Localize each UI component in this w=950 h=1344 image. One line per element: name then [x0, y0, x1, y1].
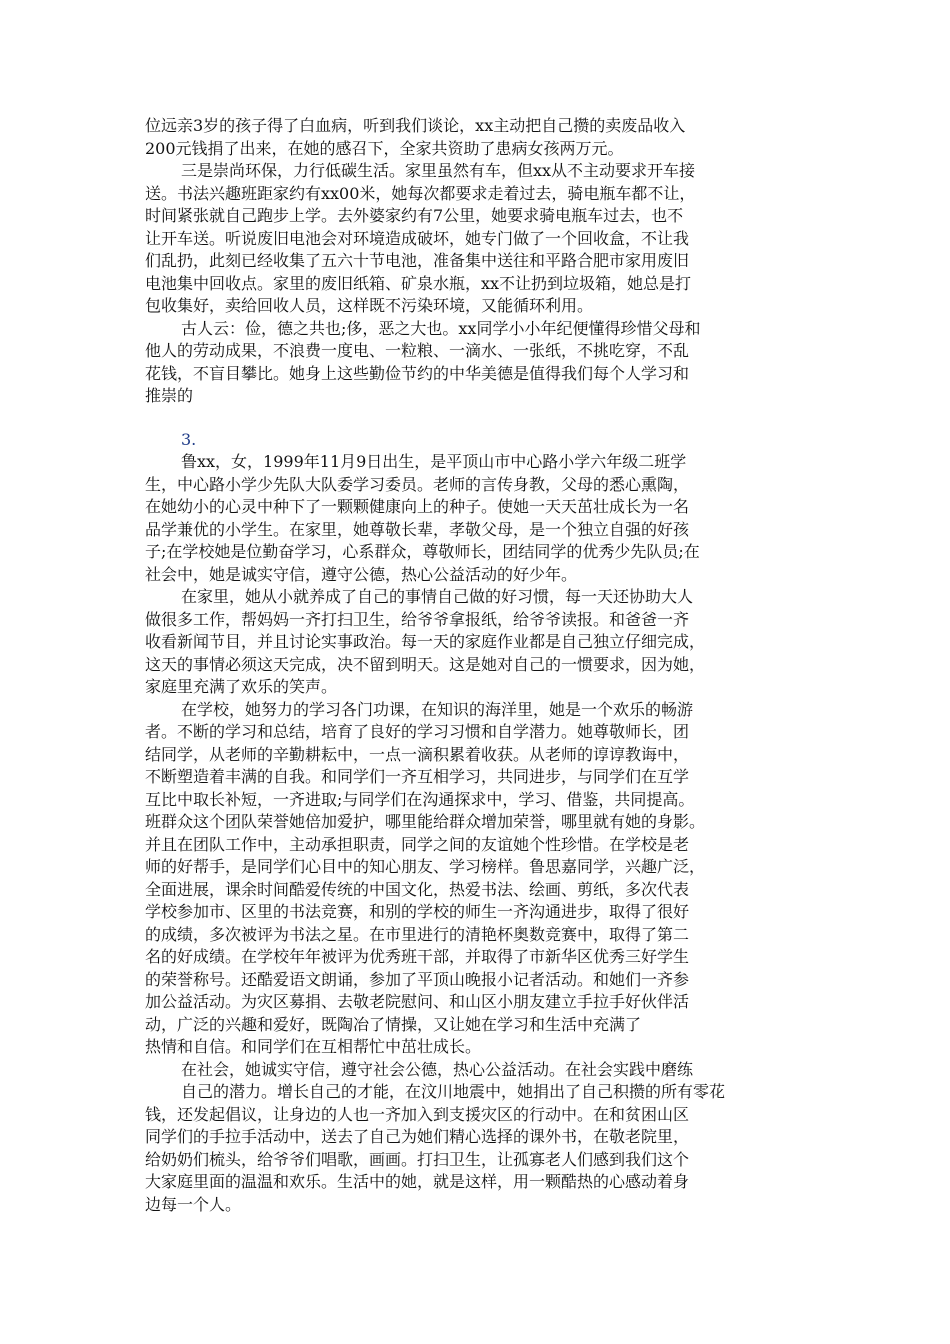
- text-line: 自己的潜力。增长自己的才能，在汶川地震中，她捐出了自己积攒的所有零花: [181, 1082, 726, 1101]
- text-line: 在家里，她从小就养成了自己的事情自己做的好习惯，每一天还协助大人: [181, 587, 694, 606]
- text-line: 钱，还发起倡议，让身边的人也一齐加入到支援灾区的行动中。在和贫困山区: [145, 1104, 690, 1124]
- text-line: 师的好帮手，是同学们心目中的知心朋友、学习榜样。鲁思嘉同学，兴趣广泛，: [145, 857, 706, 876]
- text-line: 的荣誉称号。还酷爱语文朗诵，参加了平顶山晚报小记者活动。和她们一齐参: [145, 969, 690, 989]
- text-line: 社会中，她是诚实守信，遵守公德，热心公益活动的好少年。: [145, 564, 578, 584]
- text-line: 做很多工作，帮妈妈一齐打扫卫生，给爷爷拿报纸，给爷爷读报。和爸爸一齐: [145, 609, 690, 629]
- text-line: 给奶奶们梳头，给爷爷们唱歌，画画。打扫卫生，让孤寡老人们感到我们这个: [145, 1149, 690, 1169]
- text-line: 大家庭里面的温温和欢乐。生活中的她，就是这样，用一颗酷热的心感动着身: [145, 1172, 690, 1191]
- text-line: 班群众这个团队荣誉她倍加爱护，哪里能给群众增加荣誉，哪里就有她的身影。: [145, 812, 706, 831]
- text-line: 包收集好，卖给回收人员，这样既不污染环境，又能循环利用。: [145, 296, 594, 315]
- text-line: 结同学，从老师的辛勤耕耘中，一点一滴积累着收获。从老师的谆谆教诲中，: [145, 744, 690, 764]
- text-line: 他人的劳动成果，不浪费一度电、一粒粮、一滴水、一张纸，不挑吃穿，不乱: [145, 341, 690, 360]
- text-line: 200元钱捐了出来，在她的感召下，全家共资助了患病女孩两万元。: [145, 138, 624, 158]
- text-line: 学校参加市、区里的书法竞赛，和别的学校的师生一齐沟通进步，取得了很好: [145, 902, 690, 921]
- text-line: 位远亲3岁的孩子得了白血病，听到我们谈论，xx主动把自己攒的卖废品收入: [145, 116, 686, 135]
- text-line: 三是崇尚环保，力行低碳生活。家里虽然有车，但xx从不主动要求开车接: [181, 161, 696, 180]
- text-line: 电池集中回收点。家里的废旧纸箱、矿泉水瓶，xx不让扔到垃圾箱，她总是打: [145, 273, 692, 293]
- text-line: 在她幼小的心灵中种下了一颗颗健康向上的种子。使她一天天茁壮成长为一名: [145, 497, 690, 516]
- text-line: 古人云：俭，德之共也;侈，恶之大也。xx同学小小年纪便懂得珍惜父母和: [181, 318, 701, 338]
- text-line: 者。不断的学习和总结，培育了良好的学习习惯和自学潜力。她尊敬师长，团: [145, 722, 690, 741]
- text-line: 动，广泛的兴趣和爱好，既陶冶了情操，又让她在学习和生活中充满了: [145, 1014, 642, 1034]
- text-line: 互比中取长补短，一齐进取;与同学们在沟通探求中，学习、借鉴，共同提高。: [145, 789, 695, 809]
- text-line: 们乱扔，此刻已经收集了五六十节电池，准备集中送往和平路合肥市家用废旧: [145, 251, 690, 270]
- text-line: 送。书法兴趣班距家约有xx00米，她每次都要求走着过去，骑电瓶车都不让，: [145, 183, 696, 203]
- text-line: 在社会，她诚实守信，遵守社会公德，热心公益活动。在社会实践中磨练: [181, 1059, 694, 1079]
- text-line: 热情和自信。和同学们在互相帮忙中茁壮成长。: [145, 1037, 482, 1056]
- text-line: 品学兼优的小学生。在家里，她尊敬长辈，孝敬父母，是一个独立自强的好孩: [145, 519, 690, 539]
- text-line: 推崇的: [145, 386, 194, 405]
- text-line: 花钱，不盲目攀比。她身上这些勤俭节约的中华美德是值得我们每个人学习和: [145, 363, 690, 383]
- text-line: 在学校，她努力的学习各门功课，在知识的海洋里，她是一个欢乐的畅游: [181, 699, 694, 719]
- text-line: 家庭里充满了欢乐的笑声。: [145, 677, 338, 696]
- text-line: 生，中心路小学少先队大队委学习委员。老师的言传身教，父母的悉心熏陶，: [145, 474, 690, 494]
- text-line: 全面进展，课余时间酷爱传统的中国文化，热爱书法、绘画、剪纸，多次代表: [145, 879, 690, 899]
- text-line: 这天的事情必须这天完成，决不留到明天。这是她对自己的一惯要求，因为她，: [145, 654, 706, 674]
- text-line: 子;在学校她是位勤奋学习，心系群众，尊敬师长，团结同学的优秀少先队员;在: [145, 542, 700, 561]
- text-line: 加公益活动。为灾区募捐、去敬老院慰问、和山区小朋友建立手拉手好伙伴活: [145, 992, 690, 1011]
- text-line: 并且在团队工作中，主动承担职责，同学之间的友谊她个性珍惜。在学校是老: [145, 834, 690, 854]
- text-line: 让开车送。听说废旧电池会对环境造成破坏，她专门做了一个回收盒，不让我: [145, 228, 690, 248]
- text-line: 收看新闻节目，并且讨论实事政治。每一天的家庭作业都是自己独立仔细完成，: [145, 632, 706, 651]
- section-number: 3.: [181, 429, 197, 449]
- text-line: 时间紧张就自己跑步上学。去外婆家约有7公里，她要求骑电瓶车过去，也不: [145, 206, 684, 225]
- text-line: 名的好成绩。在学校年年被评为优秀班干部，并取得了市新华区优秀三好学生: [145, 947, 690, 966]
- text-line: 边每一个人。: [145, 1194, 242, 1214]
- text-line: 鲁xx，女，1999年11月9日出生，是平顶山市中心路小学六年级二班学: [181, 452, 687, 471]
- document-page: [145, 115, 805, 1216]
- text-line: 同学们的手拉手活动中，送去了自己为她们精心选择的课外书，在敬老院里，: [145, 1127, 690, 1146]
- text-line: 的成绩，多次被评为书法之星。在市里进行的清艳杯奥数竞赛中，取得了第二: [145, 924, 690, 944]
- text-line: 不断塑造着丰满的自我。和同学们一齐互相学习，共同进步，与同学们在互学: [145, 767, 690, 786]
